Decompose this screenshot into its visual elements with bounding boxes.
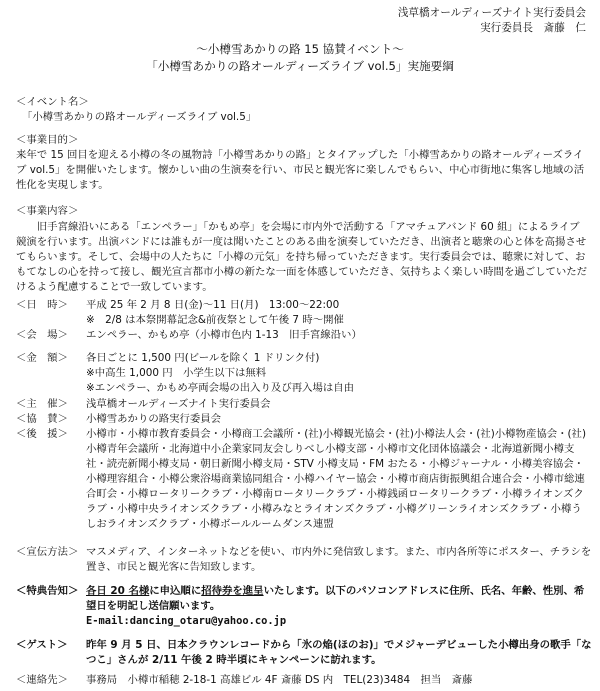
- fee-note-reentry: ※エンペラー、かもめ亭両会場の出入り及び再入場は自由: [86, 382, 355, 394]
- date-value: 平成 25 年 2 月 8 日(金)～11 日(月) 13:00～22:00: [86, 299, 340, 311]
- content-label: ＜事業内容＞: [16, 205, 79, 217]
- benefit-label: ＜特典告知＞: [16, 585, 79, 597]
- fee-label: ＜金 額＞: [16, 352, 68, 364]
- contact-label: ＜連絡先＞: [16, 674, 68, 686]
- event-name-text: 「小樽雪あかりの路オールディーズライブ vol.5」: [22, 111, 257, 123]
- content-text: 旧手宮線沿いにある「エンペラー」「かもめ亭」を会場に市内外で活動する「アマチュアバンド 60 組」によるライブ競演を行います。出演バンドには誰もが一度は聞いたことのある曲を演奏していただき、出演者と聴衆の心と体を高揚させてもらいます。そして、会場中の人たちに「小樽の元気」を持ち帰っていただきます。実行委員会では、聴衆に対して、おもてなしの心を持って接し、観光宣言都市小樽の新たな一面を体感していただき、気持ちよく楽しい時間を過ごしていただけるよう配慮することで一致しています。: [16, 221, 588, 293]
- publicity-label: ＜宣伝方法＞: [16, 546, 79, 558]
- benefit-quota: 各日 20 名様: [86, 585, 150, 597]
- host-label: ＜主 催＞: [16, 398, 68, 410]
- date-label: ＜日 時＞: [16, 299, 68, 311]
- publicity-value: マスメディア、インターネットなどを使い、市内外に発信致します。また、市内各所等にポスター、チラシを置き、市民と観光客に告知致します。: [86, 546, 592, 573]
- fee-note-student: ※中高生 1,000 円 小学生以下は無料: [86, 367, 267, 379]
- page-title: 「小樽雪あかりの路オールディーズライブ vol.5」実施要綱: [146, 59, 454, 73]
- guest-label: ＜ゲスト＞: [16, 639, 68, 651]
- support-label: ＜後 援＞: [16, 428, 68, 440]
- venue-label: ＜会 場＞: [16, 329, 68, 341]
- benefit-text: 各日 20 名様に申込順に招待券を進呈いたします。以下のパソコンアドレスに住所、氏名、年齢、性別、希望日を明記し送信願います。: [86, 585, 585, 612]
- event-name-label: ＜イベント名＞: [16, 96, 89, 108]
- venue-value: エンペラー、かもめ亭（小樽市色内 1-13 旧手宮線沿い）: [86, 329, 362, 341]
- date-note: ※ 2/8 は本祭開幕記念&前夜祭として午後 7 時～開催: [86, 314, 344, 326]
- benefit-ticket: 招待券を進呈: [201, 585, 264, 597]
- fee-value: 各日ごとに 1,500 円(ビールを除く 1 ドリンク付): [86, 352, 320, 364]
- cosponsor-value: 小樽雪あかりの路実行委員会: [86, 413, 222, 425]
- contact-value: 事務局 小樽市稲穂 2-18-1 高雄ビル 4F 斎藤 DS 内 TEL(23)3484 担当 斎藤: [86, 674, 473, 686]
- organizer-block: [398, 6, 586, 36]
- organizer-name: 浅草橋オールディーズナイト実行委員会: [397, 7, 586, 19]
- purpose-text: 来年で 15 回目を迎える小樽の冬の風物詩「小樽雪あかりの路」とタイアップした「小樽雪あかりの路オールディーズライブ vol.5」を開催いたします。懐かしい曲の生演奏を行い、市民と観光客に楽しんでもらい、中心市街地に集客し地域の活性化を実現します。: [16, 149, 585, 191]
- host-value: 浅草橋オールディーズナイト実行委員会: [86, 398, 271, 410]
- cosponsor-label: ＜協 賛＞: [16, 413, 68, 425]
- support-value: 小樽市・小樽市教育委員会・小樽商工会議所・(社)小樽観光協会・(社)小樽法人会・(社)小樽物産協会・(社)小樽青年会議所・北海道中小企業家同友会しりべし小樽支部・小樽市文化団体協議会・北海道新聞小樽支社・読売新聞小樽支局・朝日新聞小樽支局・STV 小樽支局・FM おたる・小樽ジャーナル・小樽美容協会・小樽理容組合・小樽公衆浴場商業協同組合・小樽ハイヤー協会・小樽市商店街振興組合連合会・小樽市総連合町会・小樽ロータリークラブ・小樽南ロータリークラブ・小樽銭函ロータリークラブ・小樽ライオンズクラブ・小樽中央ライオンズクラブ・小樽みなとライオンズクラブ・小樽グリーンライオンズクラブ・小樽うしおライオンズクラブ・小樽ボールルームダンス連盟: [86, 428, 587, 530]
- guest-value: 昨年 9 月 5 日、日本クラウンレコードから「氷の焔(ほのお)」でメジャーデビューした小樽出身の歌手「なつこ」さんが 2/11 午後 2 時半頃にキャンペーンに訪れます。: [86, 639, 592, 666]
- title-subline: ～小樽雪あかりの路 15 協賛イベント～: [196, 42, 404, 56]
- committee-chair: 実行委員長 斎藤 仁: [480, 22, 586, 34]
- purpose-label: ＜事業目的＞: [16, 134, 79, 146]
- benefit-email: E-mail:dancing_otaru@yahoo.co.jp: [86, 615, 287, 627]
